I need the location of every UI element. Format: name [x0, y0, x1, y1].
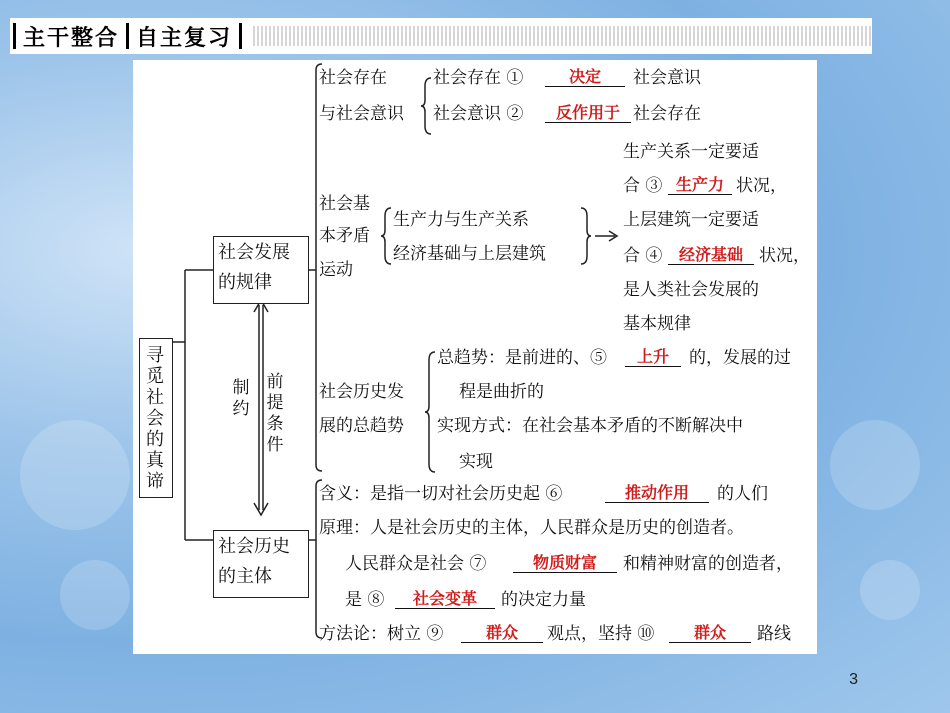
law-node-line2: 的规律	[218, 272, 272, 293]
line1-prefix: 社会存在 ①	[433, 68, 524, 88]
line1-suffix: 社会意识	[633, 68, 701, 88]
banner-title-sub: 自主复习	[136, 25, 233, 51]
law-rule-line3: 上层建筑一定要适	[623, 210, 759, 230]
root-char: 的	[146, 429, 164, 450]
law-rule-line4-suffix: 状况，	[759, 246, 810, 266]
blank-7: 物质财富	[513, 550, 617, 573]
method-prefix: 方法论：树立 ⑨	[319, 624, 444, 644]
trend-line3: 实现方式：在社会基本矛盾的不断解决中	[437, 416, 743, 436]
root-char: 谛	[146, 471, 164, 492]
law-rule-line2-prefix: 合 ③	[623, 176, 663, 196]
line2-prefix: 社会意识 ②	[433, 104, 524, 124]
concept-map-panel	[133, 60, 817, 654]
background-bubble	[860, 560, 920, 620]
contradiction-item-2: 经济基础与上层建筑	[393, 244, 546, 264]
trend-line1-suffix: 的，发展的过	[689, 348, 791, 368]
root-char: 真	[146, 450, 164, 471]
law-rule-line6: 基本规律	[623, 314, 691, 334]
trend-label-1: 社会历史发	[319, 382, 404, 402]
blank-1: 决定	[545, 64, 625, 87]
constrain-label: 制约	[232, 378, 250, 419]
trend-line1-prefix: 总趋势：是前进的、⑤	[437, 348, 607, 368]
method-suffix: 路线	[757, 624, 791, 644]
background-bubble	[60, 560, 130, 630]
banner-divider	[239, 23, 242, 49]
subject-node-line1: 社会历史	[218, 536, 290, 557]
banner-title-main: 主干整合	[23, 25, 120, 51]
root-char: 会	[146, 408, 164, 429]
trend-line4: 实现	[459, 452, 493, 472]
root-node	[139, 338, 173, 498]
blank-2: 反作用于	[545, 100, 631, 123]
contradiction-label-2: 本矛盾	[319, 226, 370, 246]
principle-line3-prefix: 是 ⑧	[345, 590, 385, 610]
subject-node	[213, 530, 309, 598]
meaning-prefix: 含义：是指一切对社会历史起 ⑥	[319, 484, 563, 504]
root-char: 觅	[146, 366, 164, 387]
subject-node-line2: 的主体	[218, 566, 272, 587]
page-number: 3	[849, 671, 858, 688]
principle-line3-suffix: 的决定力量	[501, 590, 586, 610]
law-node	[213, 236, 309, 304]
contradiction-label-1: 社会基	[319, 194, 370, 214]
existence-label-1: 社会存在	[319, 68, 387, 88]
meaning-suffix: 的人们	[717, 484, 768, 504]
law-rule-line4-prefix: 合 ④	[623, 246, 663, 266]
contradiction-item-1: 生产力与生产关系	[393, 210, 529, 230]
principle-line2-prefix: 人民群众是社会 ⑦	[345, 554, 487, 574]
method-middle: 观点，坚持 ⑩	[547, 624, 655, 644]
trend-line2: 程是曲折的	[459, 382, 544, 402]
banner-pattern	[253, 26, 872, 46]
root-char: 寻	[146, 345, 164, 366]
blank-10: 群众	[669, 620, 751, 643]
existence-label-2: 与社会意识	[319, 104, 404, 124]
blank-9: 群众	[461, 620, 543, 643]
principle-line: 原理：人是社会历史的主体，人民群众是历史的创造者。	[319, 518, 744, 538]
line2-suffix: 社会存在	[633, 104, 701, 124]
trend-label-2: 展的总趋势	[319, 416, 404, 436]
banner-divider	[13, 23, 16, 49]
contradiction-label-3: 运动	[319, 260, 353, 280]
law-rule-line5: 是人类社会发展的	[623, 280, 759, 300]
background-bubble	[830, 420, 920, 510]
blank-4: 经济基础	[668, 242, 754, 265]
background-bubble	[20, 420, 130, 530]
root-char: 社	[146, 387, 164, 408]
blank-6: 推动作用	[605, 480, 709, 503]
blank-3: 生产力	[668, 172, 732, 195]
law-node-line1: 社会发展	[218, 242, 290, 263]
principle-line2-suffix: 和精神财富的创造者，	[623, 554, 793, 574]
blank-8: 社会变革	[395, 586, 495, 609]
section-banner	[10, 18, 872, 54]
law-rule-line1: 生产关系一定要适	[623, 142, 759, 162]
premise-label: 前提条件	[266, 372, 284, 455]
law-rule-line2-suffix: 状况，	[736, 176, 787, 196]
banner-divider	[126, 23, 129, 49]
blank-5: 上升	[625, 344, 681, 367]
